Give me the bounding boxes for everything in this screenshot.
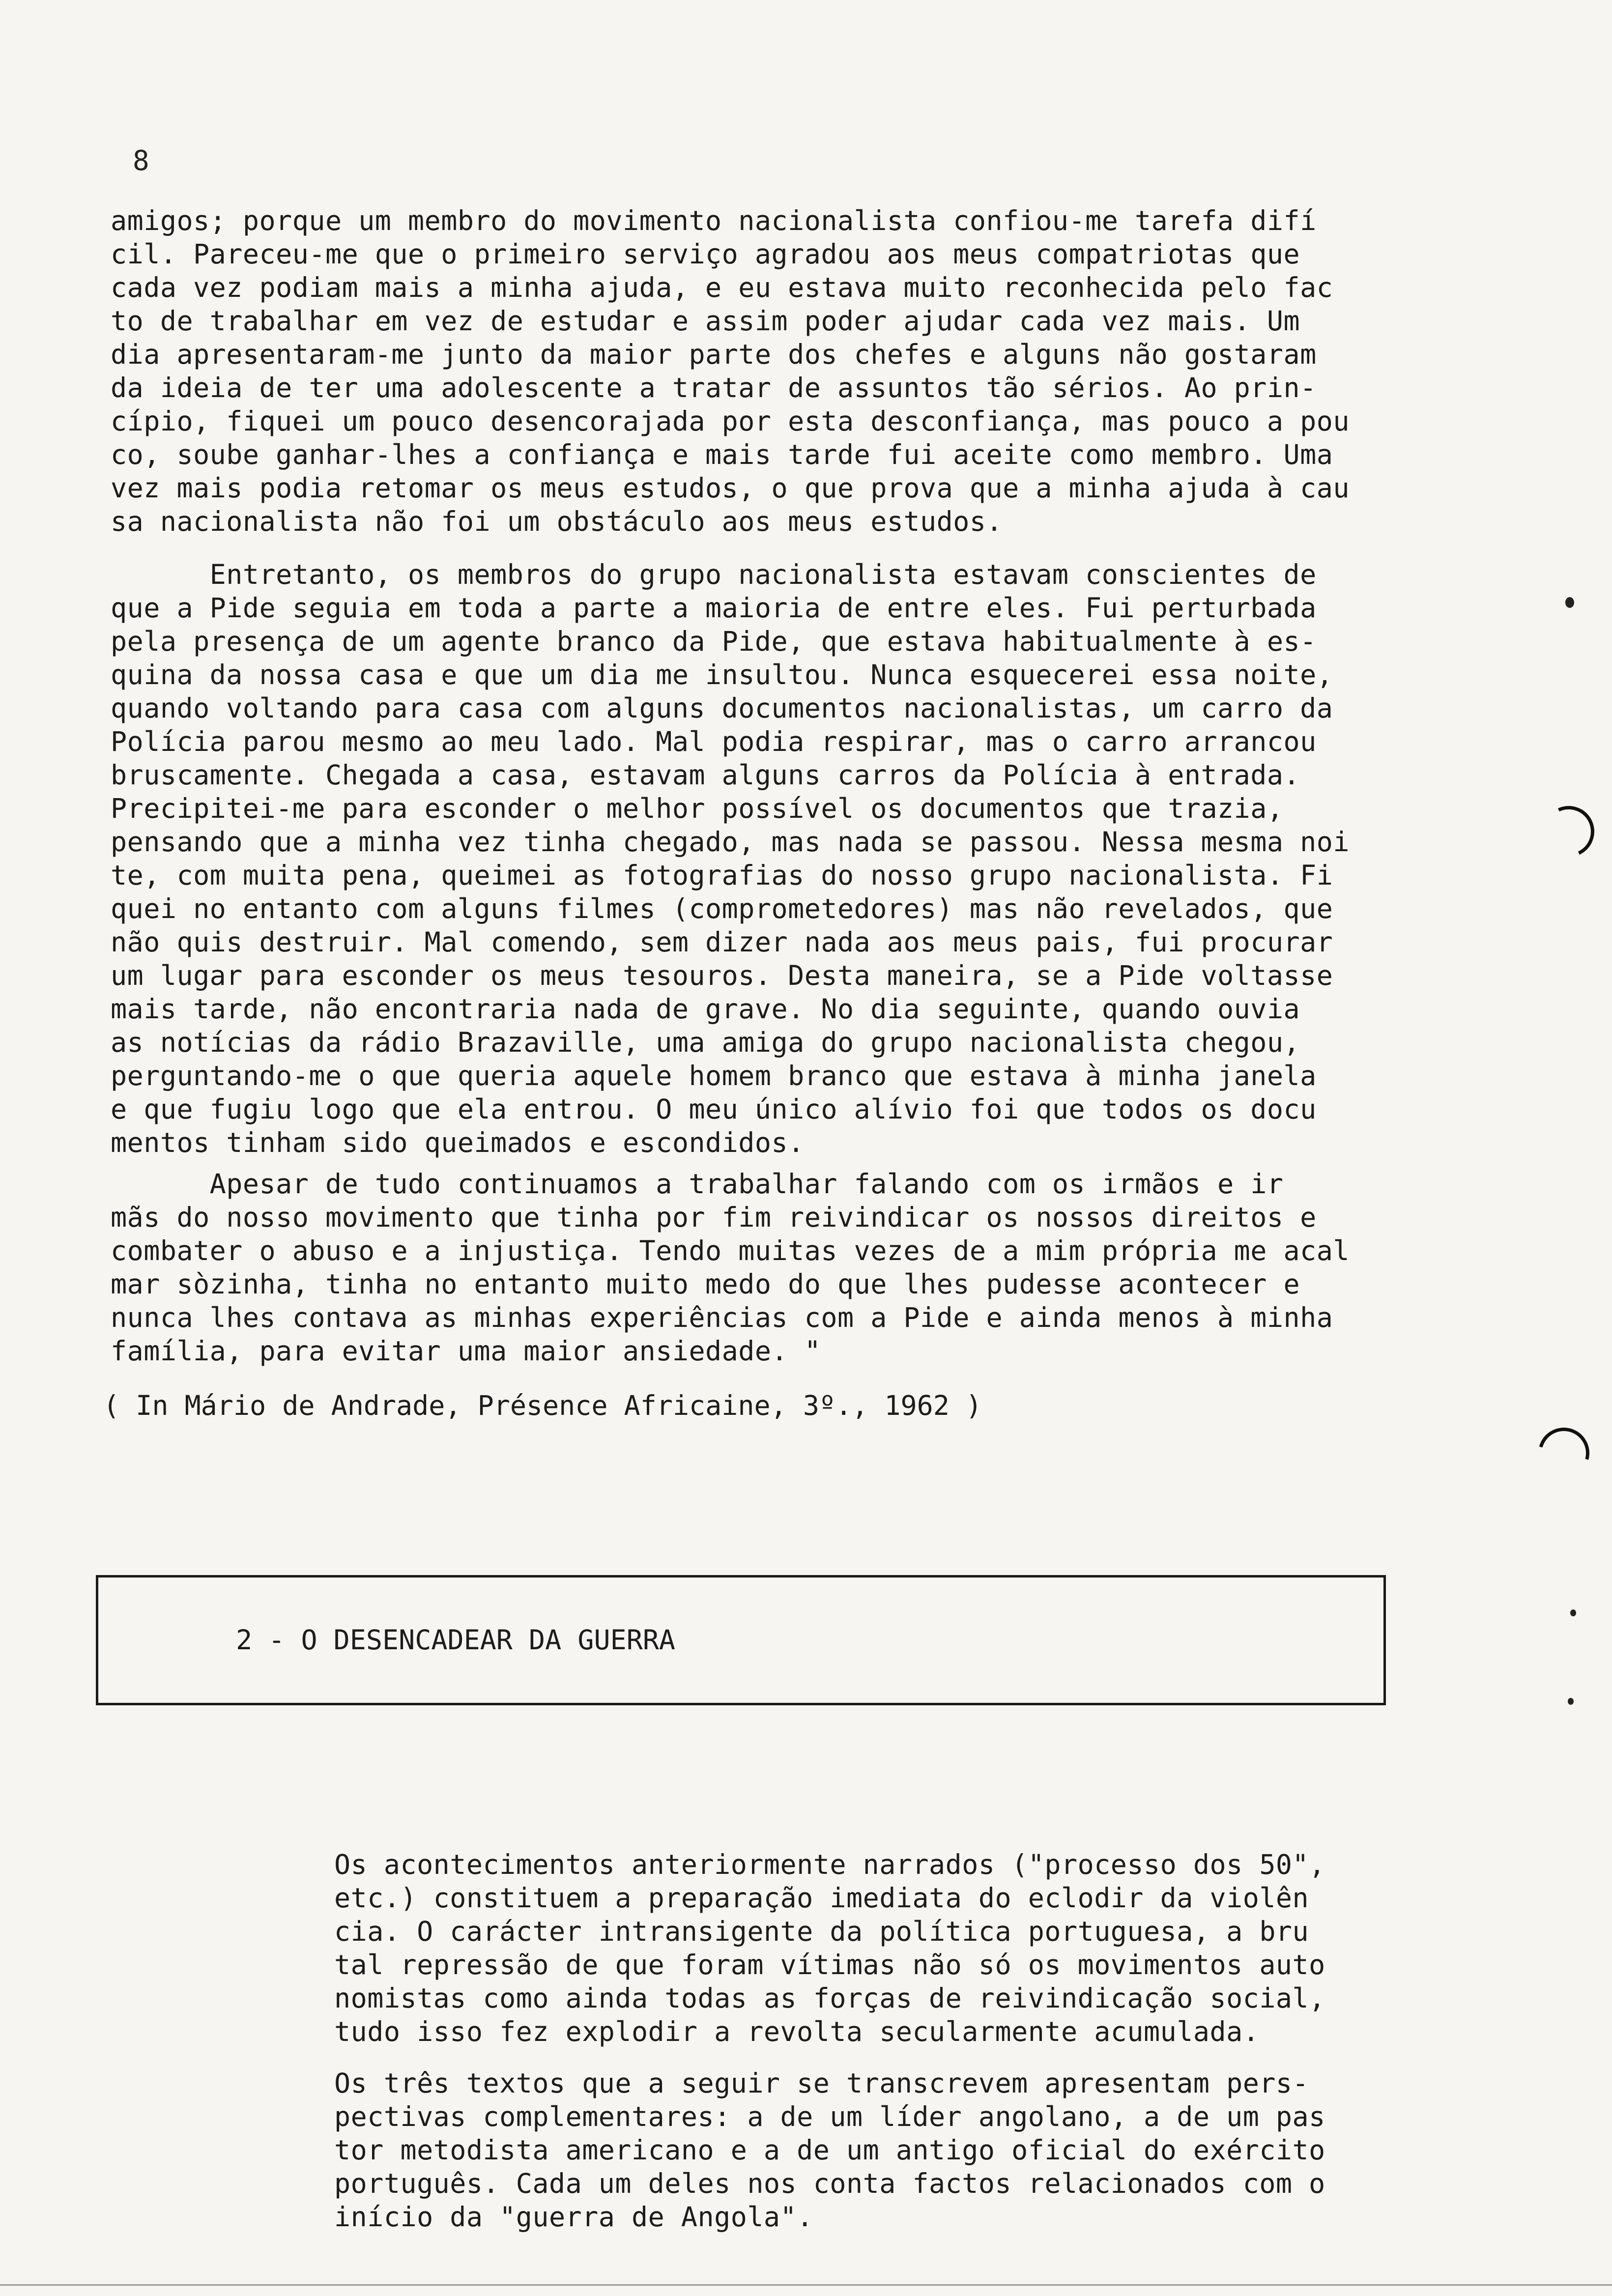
scan-speck	[1568, 1698, 1574, 1705]
scan-edge-line	[0, 2284, 1612, 2286]
intro-paragraph-1: Os acontecimentos anteriormente narrados ("processo dos 50", etc.) constituem a preparação imediata do eclodir da violên cia. O carácter intransigente da política portuguesa, a bru tal repressão de que foram vítimas não só os movimentos auto nomistas como ainda todas as forças de reivindicação social, tudo isso fez explodir a revolta secularmente acumulada.	[334, 1849, 1325, 2047]
quote-paragraph-2: Entretanto, os membros do grupo nacionalista estavam conscientes de que a Pide seguia em toda a parte a maioria de entre eles. Fui perturbada pela presença de um agente branco da Pide, que estava habitualmente à es- quina da nossa casa e que um dia me insultou. Nunca esquecerei essa noite, quando voltando para casa com alguns documentos nacionalistas, um carro da Polícia parou mesmo ao meu lado. Mal podia respirar, mas o carro arrancou bruscamente. Chegada a casa, estavam alguns carros da Polícia à entrada. Precipitei-me para esconder o melhor possível os documentos que trazia, pensando que a minha vez tinha chegado, mas nada se passou. Nessa mesma noi te, com muita pena, queimei as fotografias do nosso grupo nacionalista. Fi quei no entanto com alguns filmes (comprometedores) mas não revelados, que não quis destruir. Mal comendo, sem dizer nada aos meus pais, fui procurar um lugar para esconder os meus tesouros. Desta maneira, se a Pide voltasse mais tarde, não encontraria nada de grave. No dia seguinte, quando ouvia as notícias da rádio Brazaville, uma amiga do grupo nacionalista chegou, perguntando-me o que queria aquele homem branco que estava à minha janela e que fugiu logo que ela entrou. O meu único alívio foi que todos os docu mentos tinham sido queimados e escondidos.	[111, 559, 1350, 1158]
scan-arc-mark	[1536, 799, 1601, 864]
scan-speck	[1565, 597, 1574, 608]
section-heading: 2 - O DESENCADEAR DA GUERRA	[236, 1624, 676, 1656]
section-heading-box	[96, 1575, 1386, 1705]
page-number: 8	[133, 145, 149, 177]
quote-paragraph-1: amigos; porque um membro do movimento nacionalista confiou-me tarefa difí cil. Pareceu-me que o primeiro serviço agradou aos meus compatriotas que cada vez podiam mais a minha ajuda, e eu estava muito reconhecida pelo fac to de trabalhar em vez de estudar e assim poder ajudar cada vez mais. Um dia apresentaram-me junto da maior parte dos chefes e alguns não gostaram da ideia de ter uma adolescente a tratar de assuntos tão sérios. Ao prin- cípio, fiquei um pouco desencorajada por esta desconfiança, mas pouco a pou co, soube ganhar-lhes a confiança e mais tarde fui aceite como membro. Uma vez mais podia retomar os meus estudos, o que prova que a minha ajuda à cau sa nacionalista não foi um obstáculo aos meus estudos.	[111, 205, 1350, 537]
scan-arc-mark	[1529, 1418, 1599, 1488]
quote-citation: ( In Mário de Andrade, Présence Africaine, 3º., 1962 )	[103, 1390, 982, 1421]
quote-paragraph-3: Apesar de tudo continuamos a trabalhar falando com os irmãos e ir mãs do nosso movimento que tinha por fim reivindicar os nossos direitos e combater o abuso e a injustiça. Tendo muitas vezes de a mim própria me acal mar sòzinha, tinha no entanto muito medo do que lhes pudesse acontecer e nunca lhes contava as minhas experiências com a Pide e ainda menos à minha família, para evitar uma maior ansiedade. "	[111, 1168, 1350, 1367]
intro-paragraph-2: Os três textos que a seguir se transcrevem apresentam pers- pectivas complementares: a de um líder angolano, a de um pas tor metodista americano e a de um antigo oficial do exército português. Cada um deles nos conta factos relacionados com o início da "guerra de Angola".	[334, 2067, 1325, 2233]
scan-speck	[1570, 1609, 1576, 1616]
